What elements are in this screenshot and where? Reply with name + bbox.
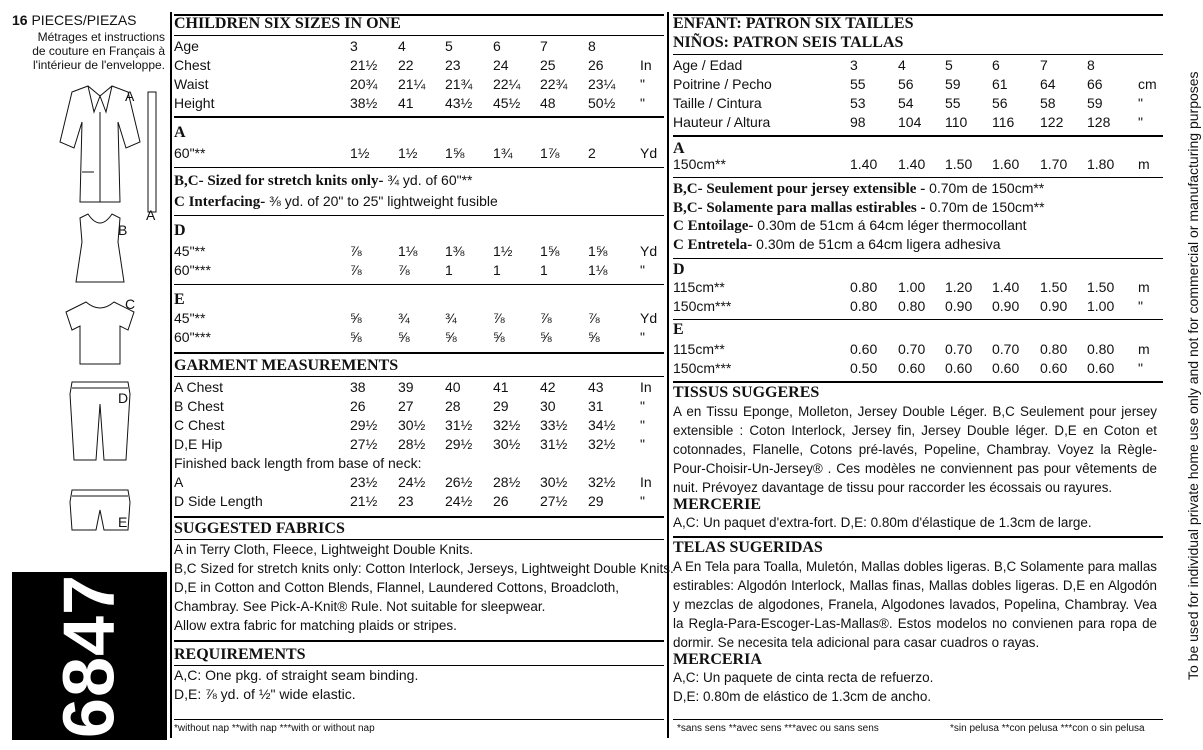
yardage-e-row-unit: " (640, 329, 645, 345)
metrage-a-row-value: 1.80 (1087, 156, 1115, 172)
yardage-e-row-value: ⅝ (398, 329, 410, 345)
garment-row-value: 33½ (540, 417, 568, 433)
size-row-label: Age (174, 38, 199, 54)
size-row-value: 58 (1040, 95, 1056, 111)
view-a-head: A (673, 140, 685, 157)
tissus-title: TISSUS SUGGERES (673, 384, 820, 401)
size-row-value: 7 (540, 38, 548, 54)
view-c-tee-sketch (66, 302, 134, 364)
metrage-e-row-value: 0.70 (898, 341, 926, 357)
tissus-text: A en Tissu Eponge, Molleton, Jersey Double Léger. B,C Seulement pour jersey extensible : Coton Interlock, Jersey fin, Jersey Double léger. D,E en Coton et cotonnades, Flanelle, Cotons pré-lavés, Popeline, Chambray. Voyez la Règle-Pour-Choisir-Un-Jersey® . Ces modèles ne conviennent pas pour vêtements de nuit. Prévoyez davantage de tissu pour raccorder les écossais ou rayures. (673, 404, 1157, 495)
size-row-value: 23¼ (588, 76, 616, 92)
metrage-e-row-value: 0.70 (945, 341, 973, 357)
requirements-line: A,C: One pkg. of straight seam binding. (174, 667, 419, 683)
rule (174, 640, 664, 642)
size-row-value: 7 (1040, 57, 1048, 73)
garment-row-unit: In (640, 379, 652, 395)
view-label: E (118, 514, 128, 530)
yardage-e-row-value: ¾ (445, 310, 457, 326)
back-length-row-value: 21½ (350, 493, 378, 509)
yardage-e-row-label: 60"*** (174, 329, 211, 345)
size-row-label: Waist (174, 76, 209, 92)
size-row-value: 25 (540, 57, 556, 73)
rule (673, 135, 1163, 137)
garment-row-value: 27 (398, 398, 414, 414)
telas-title: TELAS SUGERIDAS (673, 539, 823, 556)
metrage-e-row-value: 0.50 (850, 360, 878, 376)
size-row-value: 122 (1040, 114, 1064, 130)
size-row-value: 104 (898, 114, 922, 130)
pieces-label: PIECES/PIEZAS (31, 12, 137, 28)
view-label: C (125, 296, 136, 312)
size-row-label: Poitrine / Pecho (673, 76, 772, 92)
metrage-a-row-label: 150cm** (673, 156, 726, 172)
view-label: D (118, 390, 129, 406)
mercerie-text: A,C: Un paquet d'extra-fort. D,E: 0.80m d'élastique de 1.3cm de large. (673, 515, 1092, 530)
rule (673, 536, 1163, 538)
metrage-d-row-value: 0.80 (850, 279, 878, 295)
garment-row-label: C Chest (174, 417, 225, 433)
size-row-value: 41 (398, 95, 414, 111)
metrage-d-row-value: 1.00 (898, 279, 926, 295)
pattern-number-block (12, 572, 167, 740)
back-length-row-value: 23 (398, 493, 414, 509)
rule (174, 284, 664, 285)
yardage-d-row-value: 1⅜ (445, 243, 465, 259)
french-title: ENFANT: PATRON SIX TAILLES (673, 15, 914, 32)
metrage-d-row-value: 1.50 (1040, 279, 1068, 295)
metrage-e-row-value: 0.60 (850, 341, 878, 357)
size-row-value: 61 (992, 76, 1008, 92)
size-row-unit: In (640, 57, 652, 73)
english-footnote: *without nap **with nap ***with or without nap (174, 723, 375, 734)
rule (174, 352, 664, 354)
garment-row-value: 43 (588, 379, 604, 395)
metrage-e-row-value: 0.60 (945, 360, 973, 376)
back-length-row-unit: " (640, 493, 645, 509)
garment-row-value: 30½ (398, 417, 426, 433)
size-row-value: 21½ (350, 57, 378, 73)
size-row-label: Height (174, 95, 215, 111)
size-row-value: 3 (850, 57, 858, 73)
metrage-d-row-label: 150cm*** (673, 298, 732, 314)
back-length-row-value: 28½ (493, 474, 521, 490)
rule (174, 516, 664, 518)
yardage-d-row-value: 1 (445, 262, 453, 278)
back-length-label: Finished back length from base of neck: (174, 455, 422, 471)
garment-row-label: B Chest (174, 398, 224, 414)
yardage-d-row-value: ⅞ (350, 243, 362, 259)
size-row-value: 64 (1040, 76, 1056, 92)
view-e-head: E (174, 291, 185, 308)
c-spanish-line-bold: C Entretela- (673, 237, 753, 253)
rule (174, 376, 664, 377)
c-spanish-line-rest: 0.30m de 51cm a 64cm ligera adhesiva (752, 236, 1001, 252)
garment-title: GARMENT MEASUREMENTS (174, 357, 399, 374)
metrage-e-row-unit: m (1138, 341, 1150, 357)
garment-row-value: 29 (493, 398, 509, 414)
bc-spanish-line-bold: B,C- Solamente para mallas estirables - (673, 200, 926, 216)
metrage-e-row-value: 0.70 (992, 341, 1020, 357)
size-row-value: 6 (992, 57, 1000, 73)
rule (673, 177, 1163, 178)
back-length-row-value: 26½ (445, 474, 473, 490)
yardage-d-row-value: ⅞ (350, 262, 362, 278)
bc-french-line-bold: B,C- Seulement pour jersey extensible - (673, 181, 926, 197)
metrage-d-row-value: 0.80 (850, 298, 878, 314)
size-row-unit: " (1138, 95, 1143, 111)
back-length-row-value: 32½ (588, 474, 616, 490)
garment-row-value: 39 (398, 379, 414, 395)
garment-row-unit: " (640, 417, 645, 433)
garment-row-value: 41 (493, 379, 509, 395)
size-row-value: 22¼ (493, 76, 521, 92)
back-length-row-unit: In (640, 474, 652, 490)
fabrics-line: D,E in Cotton and Cotton Blends, Flannel, Laundered Cottons, Broadcloth, (174, 580, 620, 595)
c-interfacing-rest: ⅜ yd. of 20" to 25" lightweight fusible (265, 193, 498, 209)
size-row-value: 59 (1087, 95, 1103, 111)
size-row-label: Chest (174, 57, 211, 73)
view-label: A (125, 88, 135, 104)
size-row-value: 128 (1087, 114, 1111, 130)
metrage-a-row-value: 1.70 (1040, 156, 1068, 172)
yardage-e-row-value: ⅝ (493, 329, 505, 345)
garment-row-value: 27½ (350, 436, 378, 452)
back-length-row-value: 26 (493, 493, 509, 509)
size-row-label: Hauteur / Altura (673, 114, 771, 130)
yardage-d-row-unit: Yd (640, 243, 658, 259)
size-row-value: 23 (445, 57, 461, 73)
size-row-value: 55 (945, 95, 961, 111)
metrage-a-row-value: 1.40 (850, 156, 878, 172)
view-d-head: D (673, 261, 685, 278)
size-row-value: 59 (945, 76, 961, 92)
metrage-e-row-value: 0.60 (1087, 360, 1115, 376)
size-row-value: 110 (945, 114, 968, 130)
yardage-d-row-value: 1⅝ (540, 243, 560, 259)
fabrics-line: A in Terry Cloth, Fleece, Lightweight Double Knits. (174, 542, 474, 557)
yardage-e-row-value: ⅝ (350, 329, 362, 345)
back-length-row-value: 29 (588, 493, 604, 509)
metrage-e-row-value: 0.80 (1040, 341, 1068, 357)
rule (174, 35, 664, 36)
yardage-e-row-value: ⅝ (588, 329, 600, 345)
yardage-a-row-unit: Yd (640, 145, 658, 161)
garment-row-value: 40 (445, 379, 461, 395)
size-row-value: 20¾ (350, 76, 378, 92)
yardage-e-row-value: ⅞ (588, 310, 600, 326)
garment-row-value: 26 (350, 398, 366, 414)
rule (174, 167, 664, 168)
merceria-title: MERCERIA (673, 651, 762, 668)
size-row-value: 26 (588, 57, 604, 73)
size-row-value: 53 (850, 95, 866, 111)
merceria-line: A,C: Un paquete de cinta recta de refuerzo. (673, 670, 934, 685)
size-row-value: 3 (350, 38, 358, 54)
view-b-tank-sketch (76, 214, 124, 282)
size-row-value: 98 (850, 114, 866, 130)
garment-row-label: A Chest (174, 379, 224, 395)
yardage-a-row-value: 2 (588, 145, 596, 161)
metrage-a-row-value: 1.60 (992, 156, 1020, 172)
yardage-a-row-value: 1½ (398, 145, 418, 161)
bc-spanish-line-rest: 0.70m de 150cm** (925, 199, 1045, 215)
metrage-d-row-label: 115cm** (673, 279, 725, 295)
bc-line (174, 172, 472, 190)
metrage-d-row-value: 0.80 (898, 298, 926, 314)
metrage-d-row-unit: m (1138, 279, 1150, 295)
back-length-row-value: 27½ (540, 493, 568, 509)
back-length-row-value: 30½ (540, 474, 568, 490)
rule (673, 258, 1163, 259)
size-row-value: 66 (1087, 76, 1103, 92)
size-row-value: 21¼ (398, 76, 426, 92)
size-row-unit: " (640, 95, 645, 111)
metrage-d-row-value: 0.90 (945, 298, 973, 314)
garment-row-value: 31½ (540, 436, 568, 452)
size-row-unit: cm (1138, 76, 1157, 92)
yardage-d-row-value: ⅞ (398, 262, 410, 278)
yardage-e-row-value: ⅝ (350, 310, 362, 326)
mercerie-title: MERCERIE (673, 496, 762, 513)
english-title: CHILDREN SIX SIZES IN ONE (174, 15, 401, 32)
rule (174, 719, 664, 720)
yardage-e-row-value: ⅞ (540, 310, 552, 326)
metrage-e-row-label: 150cm*** (673, 360, 732, 376)
size-row-value: 4 (398, 38, 406, 54)
size-row-value: 43½ (445, 95, 473, 111)
yardage-d-row-value: 1⅛ (588, 262, 608, 278)
c-interfacing-bold: C Interfacing- (174, 194, 266, 210)
requirements-line: D,E: ⅞ yd. of ½" wide elastic. (174, 686, 356, 702)
back-length-row-label: A (174, 474, 184, 490)
metrage-a-row-unit: m (1138, 156, 1150, 172)
bc-spanish-line (673, 199, 1045, 217)
back-length-row-label: D Side Length (174, 493, 263, 509)
metrage-d-row-value: 1.50 (1087, 279, 1115, 295)
metrage-d-row-value: 0.90 (1040, 298, 1068, 314)
french-note-line: de couture en Français à (32, 44, 165, 58)
yardage-e-row-value: ⅝ (540, 329, 552, 345)
garment-row-value: 34½ (588, 417, 616, 433)
yardage-a-row-value: 1⅞ (540, 145, 560, 161)
yardage-d-row-label: 60"*** (174, 262, 211, 278)
size-row-value: 22¾ (540, 76, 568, 92)
yardage-a-row-label: 60"** (174, 145, 206, 161)
french-note-line: Métrages et instructions (37, 30, 165, 44)
garment-row-value: 28½ (398, 436, 426, 452)
yardage-d-row-value: 1⅛ (398, 243, 418, 259)
view-a-head: A (174, 124, 186, 141)
yardage-a-row-value: 1½ (350, 145, 370, 161)
size-row-value: 54 (898, 95, 914, 111)
yardage-e-row-value: ⅝ (445, 329, 457, 345)
yardage-d-row-value: 1 (540, 262, 548, 278)
column-divider (170, 12, 172, 738)
size-row-value: 56 (898, 76, 914, 92)
size-row-value: 5 (945, 57, 953, 73)
view-a-belt-sketch (148, 92, 156, 212)
metrage-a-row-value: 1.50 (945, 156, 973, 172)
fabrics-line: B,C Sized for stretch knits only: Cotton Interlock, Jerseys, Lightweight Double Knits. (174, 561, 674, 576)
size-row-value: 8 (588, 38, 596, 54)
spanish-footnote: *sin pelusa **con pelusa ***con o sin pelusa (950, 723, 1145, 734)
pieces-heading (12, 12, 137, 28)
yardage-e-row-value: ¾ (398, 310, 410, 326)
yardage-a-row-value: 1¾ (493, 145, 513, 161)
metrage-d-row-unit: " (1138, 298, 1143, 314)
size-row-value: 50½ (588, 95, 616, 111)
c-french-line-rest: 0.30m de 51cm á 64cm léger thermocollant (753, 217, 1027, 233)
pieces-count: 16 (12, 12, 28, 28)
size-row-value: 116 (992, 114, 1015, 130)
size-row-value: 45½ (493, 95, 521, 111)
yardage-d-row-value: 1½ (493, 243, 513, 259)
garment-row-value: 29½ (350, 417, 378, 433)
size-row-value: 8 (1087, 57, 1095, 73)
usage-notice: To be used for individual private home use only and not for commercial or manufacturing purposes (1185, 71, 1201, 680)
yardage-d-row-value: 1 (493, 262, 501, 278)
pattern-number: 6847 (49, 573, 130, 739)
size-row-label: Age / Edad (673, 57, 743, 73)
c-interfacing-line (174, 193, 498, 211)
view-label: B (118, 222, 128, 238)
size-row-value: 5 (445, 38, 453, 54)
garment-row-label: D,E Hip (174, 436, 223, 452)
view-e-head: E (673, 321, 684, 338)
bc-french-line-rest: 0.70m de 150cm** (925, 180, 1045, 196)
french-note-line: l'intérieur de l'enveloppe. (33, 58, 165, 72)
garment-row-value: 29½ (445, 436, 473, 452)
rule (673, 719, 1163, 720)
garment-row-value: 32½ (588, 436, 616, 452)
size-row-value: 24 (493, 57, 509, 73)
size-row-value: 4 (898, 57, 906, 73)
metrage-e-row-unit: " (1138, 360, 1143, 376)
yardage-a-row-value: 1⅝ (445, 145, 465, 161)
yardage-d-row-label: 45"** (174, 243, 206, 259)
rule (673, 54, 1163, 55)
rule (174, 539, 664, 540)
yardage-e-row-unit: Yd (640, 310, 658, 326)
french-footnote: *sans sens **avec sens ***avec ou sans sens (677, 723, 879, 734)
metrage-e-row-value: 0.60 (1040, 360, 1068, 376)
metrage-e-row-value: 0.60 (898, 360, 926, 376)
size-row-label: Taille / Cintura (673, 95, 762, 111)
garment-row-value: 31 (588, 398, 604, 414)
metrage-d-row-value: 1.20 (945, 279, 973, 295)
fabrics-line: Chambray. See Pick-A-Knit® Rule. Not suitable for sleepwear. (174, 599, 546, 614)
size-row-value: 55 (850, 76, 866, 92)
fabrics-line: Allow extra fabric for matching plaids or stripes. (174, 618, 457, 633)
c-spanish-line (673, 236, 1001, 254)
size-row-value: 56 (992, 95, 1008, 111)
telas-text: A En Tela para Toalla, Muletón, Mallas dobles ligeras. B,C Solamente para mallas estirables: Algodón Interlock, Mallas finas, Mallas dobles ligeras. D,E en Algodón y mezclas de algodones, Franela, Algodones lavados, Popelina, Chambray. Vea la Regla-Para-Escoger-Las-Mallas®. Estos modelos no convienen para ropa de dormir. Se necesita tela adicional para casar cuadros o rayas. (673, 559, 1157, 650)
metrage-d-row-value: 1.00 (1087, 298, 1115, 314)
back-length-row-value: 23½ (350, 474, 378, 490)
c-french-line-bold: C Entoilage- (673, 218, 754, 234)
size-row-value: 48 (540, 95, 556, 111)
yardage-e-row-label: 45"** (174, 310, 206, 326)
rule (673, 381, 1163, 383)
column-divider (667, 12, 669, 738)
garment-row-value: 28 (445, 398, 461, 414)
garment-row-value: 42 (540, 379, 556, 395)
size-row-value: 38½ (350, 95, 378, 111)
size-row-value: 22 (398, 57, 414, 73)
garment-row-value: 30½ (493, 436, 521, 452)
garment-row-value: 32½ (493, 417, 521, 433)
size-row-unit: " (640, 76, 645, 92)
size-row-value: 6 (493, 38, 501, 54)
yardage-d-row-unit: " (640, 262, 645, 278)
bc-french-line (673, 180, 1044, 198)
french-note (0, 30, 165, 72)
yardage-d-row-value: 1⅝ (588, 243, 608, 259)
bc-line-bold: B,C- Sized for stretch knits only- (174, 173, 384, 189)
metrage-d-row-value: 1.40 (992, 279, 1020, 295)
garment-row-unit: " (640, 398, 645, 414)
size-row-unit: " (1138, 114, 1143, 130)
fabrics-title: SUGGESTED FABRICS (174, 520, 345, 537)
metrage-e-row-value: 0.80 (1087, 341, 1115, 357)
yardage-e-row-value: ⅞ (493, 310, 505, 326)
rule (673, 319, 1163, 320)
spanish-title: NIÑOS: PATRON SEIS TALLAS (673, 34, 904, 51)
back-length-row-value: 24½ (445, 493, 473, 509)
requirements-title: REQUIREMENTS (174, 646, 306, 663)
rule (174, 665, 664, 666)
c-french-line (673, 217, 1027, 235)
view-label: A (146, 207, 156, 223)
metrage-a-row-value: 1.40 (898, 156, 926, 172)
garment-row-value: 30 (540, 398, 556, 414)
back-length-row-value: 24½ (398, 474, 426, 490)
rule (174, 215, 664, 216)
garment-row-value: 38 (350, 379, 366, 395)
rule (174, 116, 664, 118)
merceria-line: D,E: 0.80m de elástico de 1.3cm de ancho. (673, 689, 932, 704)
metrage-e-row-value: 0.60 (992, 360, 1020, 376)
bc-line-rest: ¾ yd. of 60"** (383, 172, 473, 188)
garment-row-value: 31½ (445, 417, 473, 433)
size-row-value: 21¾ (445, 76, 473, 92)
garment-row-unit: " (640, 436, 645, 452)
metrage-d-row-value: 0.90 (992, 298, 1020, 314)
metrage-e-row-label: 115cm** (673, 341, 725, 357)
view-d-head: D (174, 222, 186, 239)
garment-sketches (30, 82, 170, 557)
